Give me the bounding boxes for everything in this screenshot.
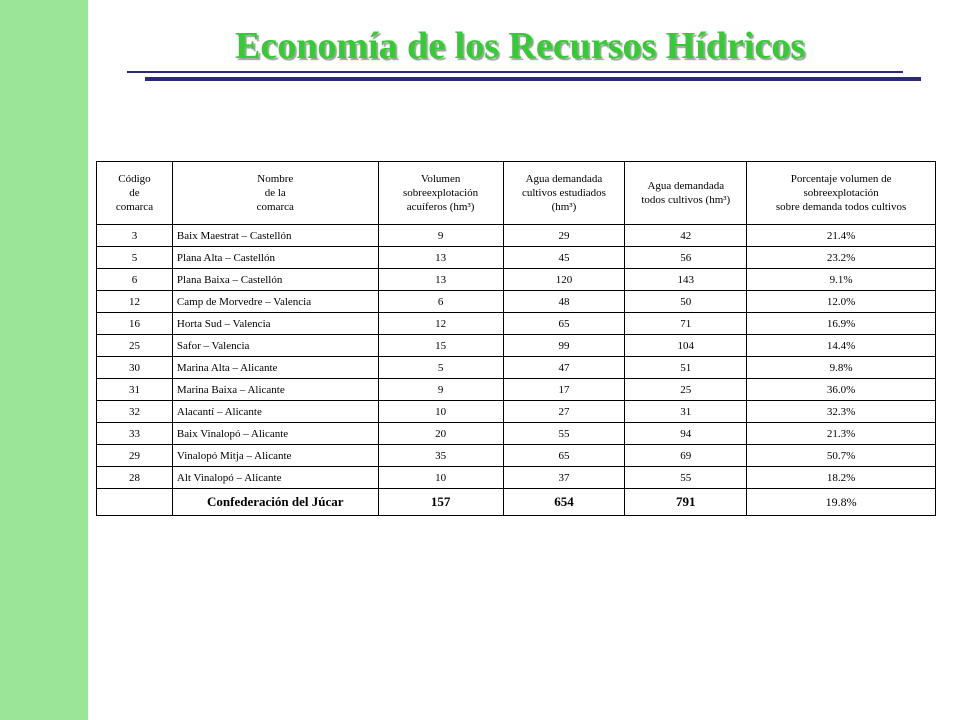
- cell-demand-all: 51: [625, 357, 747, 379]
- table-row: [97, 269, 936, 291]
- cell-code: 25: [97, 335, 173, 357]
- cell-demand-all: 50: [625, 291, 747, 313]
- table-row: [97, 291, 936, 313]
- table-row: [97, 401, 936, 423]
- cell-code: 29: [97, 445, 173, 467]
- cell-percentage: 12.0%: [747, 291, 936, 313]
- title-rule-bottom: [145, 77, 921, 81]
- cell-percentage: 14.4%: [747, 335, 936, 357]
- cell-percentage: 23.2%: [747, 247, 936, 269]
- cell-volume: 13: [378, 247, 503, 269]
- cell-percentage: 32.3%: [747, 401, 936, 423]
- cell-name: Plana Alta – Castellón: [172, 247, 378, 269]
- cell-demand-all: 143: [625, 269, 747, 291]
- cell-name: Vinalopó Mitja – Alicante: [172, 445, 378, 467]
- cell-code: 3: [97, 225, 173, 247]
- cell-demand-all: 25: [625, 379, 747, 401]
- table-row: [97, 335, 936, 357]
- cell-volume: 6: [378, 291, 503, 313]
- cell-percentage: 9.8%: [747, 357, 936, 379]
- cell-demand-studied: 27: [503, 401, 625, 423]
- table-row: [97, 313, 936, 335]
- cell-demand-all: 31: [625, 401, 747, 423]
- cell-demand-studied: 17: [503, 379, 625, 401]
- slide-title: Economía de los Recursos Hídricos: [235, 25, 805, 67]
- total-demand-all: 791: [625, 489, 747, 516]
- cell-percentage: 36.0%: [747, 379, 936, 401]
- total-code: [97, 489, 173, 516]
- cell-code: 32: [97, 401, 173, 423]
- cell-volume: 10: [378, 467, 503, 489]
- cell-demand-studied: 99: [503, 335, 625, 357]
- data-table: [96, 161, 936, 516]
- cell-volume: 5: [378, 357, 503, 379]
- cell-volume: 9: [378, 379, 503, 401]
- cell-demand-studied: 65: [503, 445, 625, 467]
- total-volume: 157: [378, 489, 503, 516]
- cell-demand-studied: 55: [503, 423, 625, 445]
- cell-name: Safor – Valencia: [172, 335, 378, 357]
- header-code: Código de comarca: [97, 162, 173, 225]
- cell-demand-studied: 29: [503, 225, 625, 247]
- cell-name: Marina Baixa – Alicante: [172, 379, 378, 401]
- cell-code: 33: [97, 423, 173, 445]
- header-demand-all: Agua demandada todos cultivos (hm³): [625, 162, 747, 225]
- cell-volume: 9: [378, 225, 503, 247]
- cell-demand-all: 104: [625, 335, 747, 357]
- cell-code: 30: [97, 357, 173, 379]
- table-row: [97, 423, 936, 445]
- cell-demand-all: 55: [625, 467, 747, 489]
- table-header-row: [97, 162, 936, 225]
- cell-demand-studied: 47: [503, 357, 625, 379]
- cell-demand-studied: 48: [503, 291, 625, 313]
- total-percentage: 19.8%: [747, 489, 936, 516]
- cell-name: Horta Sud – Valencia: [172, 313, 378, 335]
- table-row: [97, 445, 936, 467]
- total-demand-studied: 654: [503, 489, 625, 516]
- cell-demand-all: 69: [625, 445, 747, 467]
- cell-name: Plana Baixa – Castellón: [172, 269, 378, 291]
- cell-name: Camp de Morvedre – Valencia: [172, 291, 378, 313]
- cell-demand-studied: 45: [503, 247, 625, 269]
- table-row: [97, 247, 936, 269]
- table-row: [97, 379, 936, 401]
- cell-name: Baix Maestrat – Castellón: [172, 225, 378, 247]
- table-row: [97, 467, 936, 489]
- table-total-row: [97, 489, 936, 516]
- cell-demand-all: 94: [625, 423, 747, 445]
- cell-name: Marina Alta – Alicante: [172, 357, 378, 379]
- cell-code: 5: [97, 247, 173, 269]
- cell-volume: 15: [378, 335, 503, 357]
- table-row: [97, 225, 936, 247]
- header-percentage: Porcentaje volumen de sobreexplotación sobre demanda todos cultivos: [747, 162, 936, 225]
- cell-volume: 35: [378, 445, 503, 467]
- header-name: Nombre de la comarca: [172, 162, 378, 225]
- cell-code: 12: [97, 291, 173, 313]
- cell-volume: 10: [378, 401, 503, 423]
- cell-percentage: 21.3%: [747, 423, 936, 445]
- title-rule-top: [127, 71, 903, 73]
- cell-demand-all: 71: [625, 313, 747, 335]
- side-band: [0, 0, 88, 720]
- cell-demand-studied: 37: [503, 467, 625, 489]
- cell-volume: 13: [378, 269, 503, 291]
- table-row: [97, 357, 936, 379]
- cell-percentage: 21.4%: [747, 225, 936, 247]
- cell-demand-all: 42: [625, 225, 747, 247]
- cell-name: Alacantí – Alicante: [172, 401, 378, 423]
- header-volume: Volumen sobreexplotación acuíferos (hm³): [378, 162, 503, 225]
- cell-volume: 20: [378, 423, 503, 445]
- cell-demand-studied: 120: [503, 269, 625, 291]
- total-name: Confederación del Júcar: [172, 489, 378, 516]
- cell-percentage: 9.1%: [747, 269, 936, 291]
- cell-demand-all: 56: [625, 247, 747, 269]
- cell-code: 31: [97, 379, 173, 401]
- header-demand-studied: Agua demandada cultivos estudiados (hm³): [503, 162, 625, 225]
- cell-volume: 12: [378, 313, 503, 335]
- cell-name: Baix Vinalopó – Alicante: [172, 423, 378, 445]
- cell-percentage: 50.7%: [747, 445, 936, 467]
- cell-code: 6: [97, 269, 173, 291]
- cell-percentage: 18.2%: [747, 467, 936, 489]
- cell-demand-studied: 65: [503, 313, 625, 335]
- cell-code: 16: [97, 313, 173, 335]
- cell-name: Alt Vinalopó – Alicante: [172, 467, 378, 489]
- cell-percentage: 16.9%: [747, 313, 936, 335]
- cell-code: 28: [97, 467, 173, 489]
